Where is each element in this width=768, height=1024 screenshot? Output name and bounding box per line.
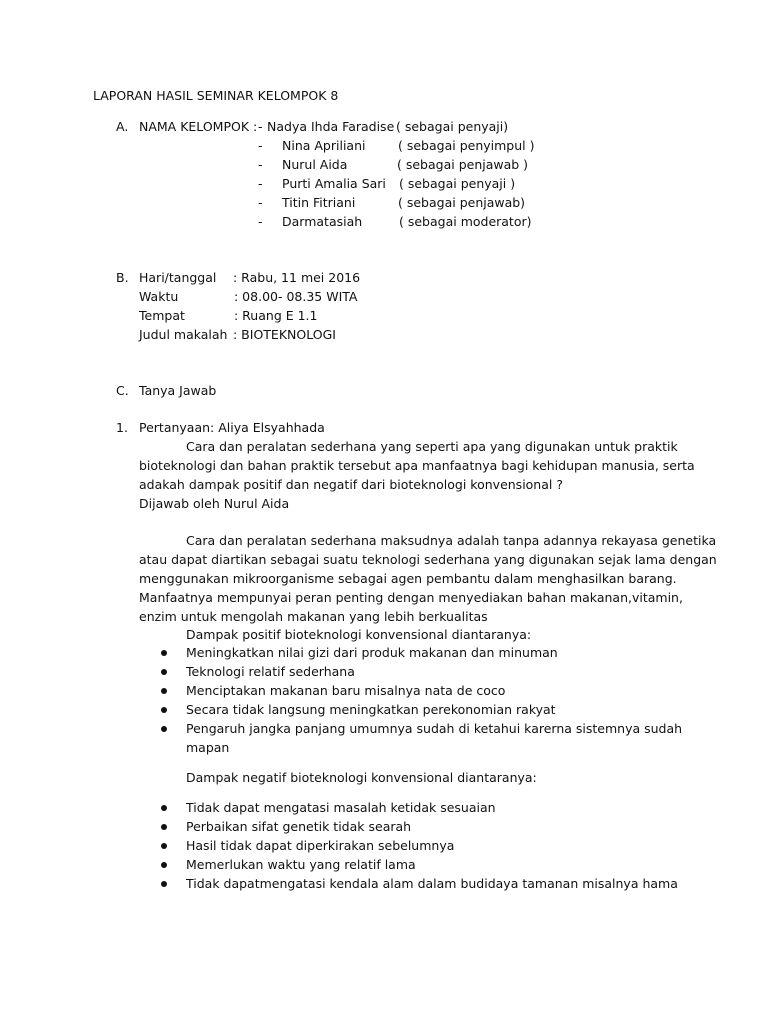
negative-item: Perbaikan sifat genetik tidak searah <box>186 819 412 834</box>
question-marker: 1. <box>116 420 128 435</box>
member-role: ( sebagai penyimpul ) <box>398 138 535 153</box>
info-value: : 08.00- 08.35 WITA <box>234 289 358 304</box>
member-role: ( sebagai penyaji) <box>396 119 509 134</box>
section-b-marker: B. <box>116 270 129 285</box>
member-dash: - <box>258 214 263 229</box>
bullet-icon <box>161 843 167 849</box>
negative-item: Memerlukan waktu yang relatif lama <box>186 857 416 872</box>
positive-item: Pengaruh jangka panjang umumnya sudah di ketahui karerna sistemnya sudah <box>186 721 683 736</box>
bullet-icon <box>161 881 167 887</box>
section-a-label: NAMA KELOMPOK : <box>139 119 258 134</box>
question-text-line: bioteknologi dan bahan praktik tersebut apa manfaatnya bagi kehidupan manusia, serta <box>139 458 695 473</box>
answer-text-line: atau dapat diartikan sebagai suatu teknologi sederhana yang digunakan sejak lama dengan <box>139 552 717 567</box>
member-dash: - <box>258 157 263 172</box>
question-text-line: Cara dan peralatan sederhana yang seperti apa yang digunakan untuk praktik <box>186 439 678 454</box>
answered-by: Dijawab oleh Nurul Aida <box>139 496 290 511</box>
info-label: Tempat <box>139 308 185 323</box>
member-dash: - <box>258 119 263 134</box>
member-name: Nurul Aida <box>282 157 348 172</box>
positive-item: Teknologi relatif sederhana <box>186 664 355 679</box>
member-name: Nina Apriliani <box>282 138 366 153</box>
negative-item: Hasil tidak dapat diperkirakan sebelumnya <box>186 838 455 853</box>
bullet-icon <box>161 707 167 713</box>
bullet-icon <box>161 669 167 675</box>
member-role: ( sebagai penyaji ) <box>399 176 516 191</box>
section-a-marker: A. <box>116 119 129 134</box>
answer-text-line: Manfaatnya mempunyai peran penting dengan menyediakan bahan makanan,vitamin, <box>139 590 683 605</box>
info-value: : Ruang E 1.1 <box>234 308 318 323</box>
bullet-icon <box>161 862 167 868</box>
member-dash: - <box>258 138 263 153</box>
bullet-icon <box>161 824 167 830</box>
member-name: Titin Fitriani <box>282 195 356 210</box>
positive-item: Secara tidak langsung meningkatkan perekonomian rakyat <box>186 702 556 717</box>
negative-heading: Dampak negatif bioteknologi konvensional diantaranya: <box>186 770 537 785</box>
section-c-marker: C. <box>116 383 129 398</box>
info-label: Judul makalah <box>139 327 228 342</box>
positive-item: Menciptakan makanan baru misalnya nata de coco <box>186 683 506 698</box>
negative-item: Tidak dapatmengatasi kendala alam dalam budidaya tamanan misalnya hama <box>186 876 678 891</box>
bullet-icon <box>161 650 167 656</box>
member-name: Purti Amalia Sari <box>282 176 386 191</box>
report-title: LAPORAN HASIL SEMINAR KELOMPOK 8 <box>93 88 339 103</box>
positive-item: Meningkatkan nilai gizi dari produk makanan dan minuman <box>186 645 558 660</box>
positive-item-continuation: mapan <box>186 740 230 755</box>
bullet-icon <box>161 726 167 732</box>
member-role: ( sebagai penjawab) <box>398 195 526 210</box>
positive-heading: Dampak positif bioteknologi konvensional diantaranya: <box>186 627 532 642</box>
bullet-icon <box>161 688 167 694</box>
member-role: ( sebagai penjawab ) <box>397 157 529 172</box>
answer-text-line: Cara dan peralatan sederhana maksudnya adalah tanpa adannya rekayasa genetika <box>186 533 717 548</box>
member-role: ( sebagai moderator) <box>399 214 532 229</box>
member-dash: - <box>258 176 263 191</box>
info-value: : BIOTEKNOLOGI <box>233 327 336 342</box>
member-name: Nadya Ihda Faradise <box>267 119 395 134</box>
member-name: Darmatasiah <box>282 214 363 229</box>
info-label: Waktu <box>139 289 179 304</box>
section-c-label: Tanya Jawab <box>139 383 217 398</box>
negative-item: Tidak dapat mengatasi masalah ketidak sesuaian <box>186 800 496 815</box>
question-asker: Pertanyaan: Aliya Elsyahhada <box>139 420 325 435</box>
bullet-icon <box>161 805 167 811</box>
info-label: Hari/tanggal <box>139 270 217 285</box>
member-dash: - <box>258 195 263 210</box>
info-value: : Rabu, 11 mei 2016 <box>233 270 361 285</box>
answer-text-line: menggunakan mikroorganisme sebagai agen pembantu dalam menghasilkan barang. <box>139 571 677 586</box>
question-text-line: adakah dampak positif dan negatif dari bioteknologi konvensional ? <box>139 477 563 492</box>
answer-text-line: enzim untuk mengolah makanan yang lebih berkualitas <box>139 609 488 624</box>
